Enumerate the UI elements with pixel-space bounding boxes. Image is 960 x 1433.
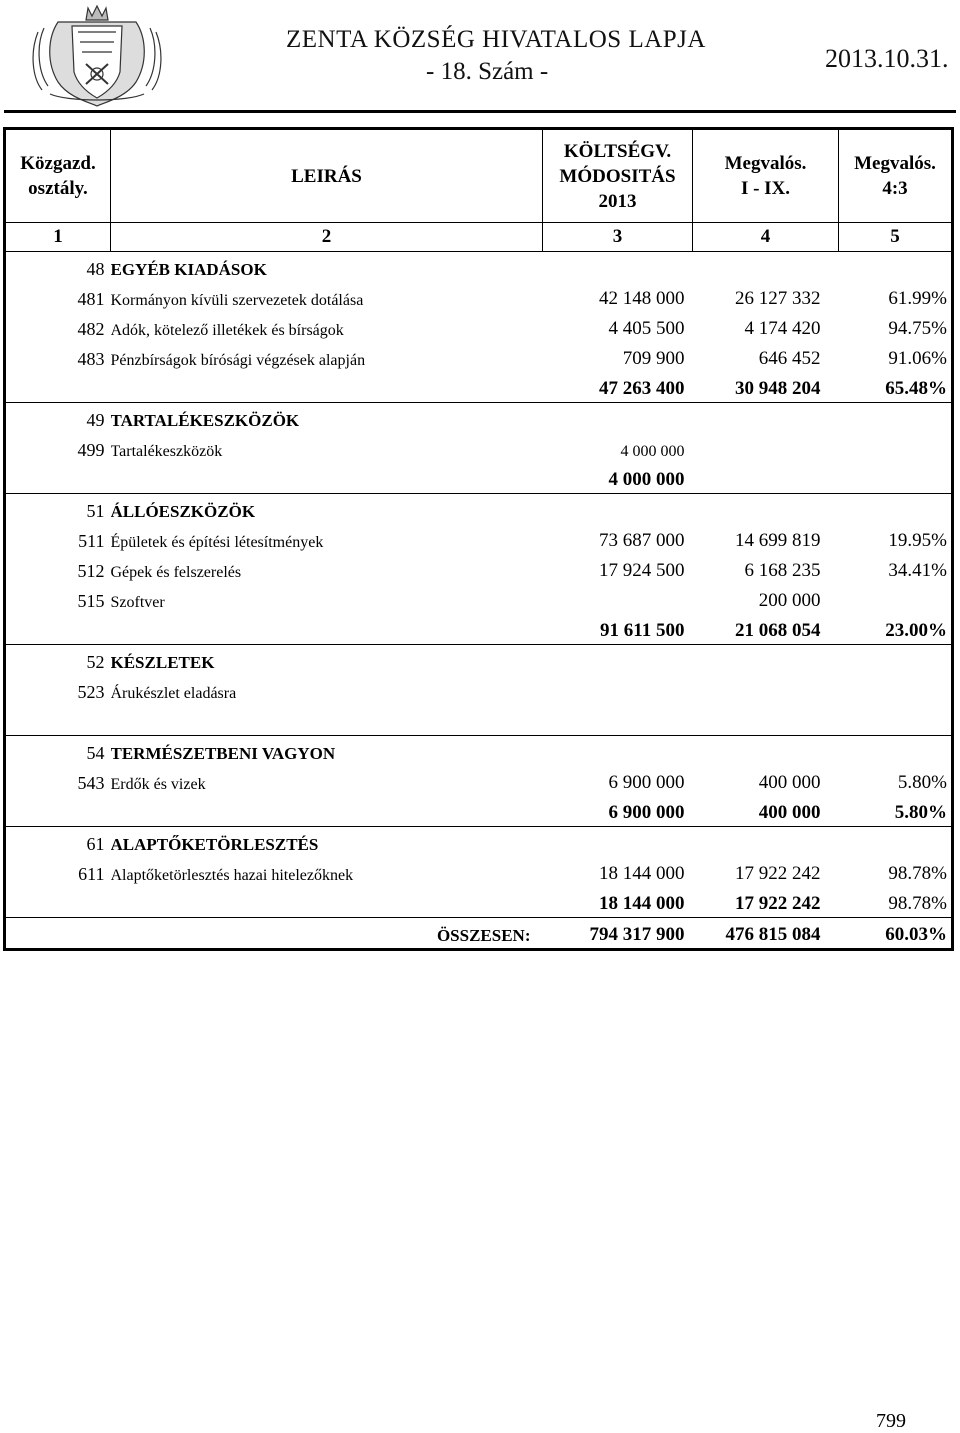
table-row [5, 554, 953, 584]
realization-ratio [839, 705, 953, 736]
grand-total-realized: 476 815 084 [725, 924, 821, 945]
account-code: 483 [77, 349, 105, 369]
subtotal-row [5, 614, 953, 645]
account-code: 482 [77, 319, 105, 339]
column-header-budget: KÖLTSÉGV. MÓDOSITÁS 2013 [543, 129, 693, 223]
realized-amount [693, 494, 839, 525]
account-code: 543 [77, 773, 105, 793]
realization-ratio: 98.78% [839, 887, 953, 918]
realization-ratio [839, 584, 953, 614]
account-code [5, 796, 111, 827]
realized-amount: 14 699 819 [735, 530, 821, 551]
section-row [5, 403, 953, 434]
realized-amount [693, 736, 839, 767]
realization-ratio: 65.48% [839, 372, 953, 403]
realized-amount [693, 645, 839, 676]
table-row [5, 584, 953, 614]
budget-amount: 4 000 000 [620, 443, 685, 460]
section-title: ALAPTŐKETÖRLESZTÉS [110, 835, 319, 854]
section-row [5, 736, 953, 767]
budget-amount: 6 900 000 [608, 772, 685, 793]
item-description [111, 614, 543, 645]
section-title: ÁLLÓESZKÖZÖK [110, 502, 256, 521]
realized-amount: 400 000 [758, 772, 821, 793]
realized-amount: 26 127 332 [735, 288, 821, 309]
account-code: 48 [86, 259, 105, 279]
account-code: 499 [77, 440, 105, 460]
section-row [5, 827, 953, 858]
realized-amount: 21 068 054 [693, 614, 839, 645]
realized-amount [693, 827, 839, 858]
realization-ratio: 23.00% [839, 614, 953, 645]
realization-ratio: 34.41% [888, 560, 947, 581]
item-description [111, 372, 543, 403]
realized-amount [693, 252, 839, 283]
realization-ratio [839, 827, 953, 858]
column-number: 3 [543, 223, 693, 252]
budget-amount [543, 403, 693, 434]
account-code: 515 [77, 591, 105, 611]
realization-ratio [839, 433, 953, 463]
realized-amount [693, 403, 839, 434]
realized-amount [693, 463, 839, 494]
realization-ratio [839, 403, 953, 434]
realized-amount: 646 452 [758, 348, 821, 369]
realization-ratio: 61.99% [888, 288, 947, 309]
item-description: Kormányon kívüli szervezetek dotálása [110, 292, 364, 309]
item-description [111, 463, 543, 494]
subtotal-row [5, 463, 953, 494]
column-header-ratio: Megvalós. 4:3 [854, 153, 936, 199]
account-code: 523 [77, 682, 105, 702]
budget-amount: 4 405 500 [608, 318, 685, 339]
account-code [5, 705, 111, 736]
table-row [5, 342, 953, 372]
realized-amount [693, 705, 839, 736]
item-description: Gépek és felszerelés [110, 564, 242, 581]
section-row [5, 252, 953, 283]
section-title: TERMÉSZETBENI VAGYON [110, 744, 336, 763]
item-description: Pénzbírságok bírósági végzések alapján [110, 352, 366, 369]
account-code: 51 [86, 501, 105, 521]
realization-ratio [839, 736, 953, 767]
budget-amount [543, 584, 693, 614]
table-row [5, 675, 953, 705]
budget-table [3, 127, 954, 951]
item-description [111, 887, 543, 918]
account-code: 61 [86, 834, 105, 854]
item-description: Erdők és vizek [110, 776, 206, 793]
realized-amount: 200 000 [758, 590, 821, 611]
realized-amount: 4 174 420 [744, 318, 821, 339]
budget-amount: 73 687 000 [599, 530, 685, 551]
grand-total-ratio: 60.03% [885, 924, 947, 945]
page-number: 799 [876, 1410, 906, 1432]
table-row [5, 433, 953, 463]
table-row [5, 766, 953, 796]
realization-ratio [839, 675, 953, 705]
account-code [5, 463, 111, 494]
subtotal-row [5, 705, 953, 736]
budget-amount: 18 144 000 [543, 887, 693, 918]
issue-number: - 18. Szám - [426, 58, 549, 85]
budget-amount [543, 645, 693, 676]
table-row [5, 524, 953, 554]
publication-date: 2013.10.31. [825, 44, 949, 73]
realized-amount [693, 675, 839, 705]
column-number: 1 [5, 223, 111, 252]
realized-amount: 30 948 204 [693, 372, 839, 403]
grand-total-row [5, 918, 953, 950]
item-description: Szoftver [110, 594, 165, 611]
account-code [5, 887, 111, 918]
budget-amount: 6 900 000 [543, 796, 693, 827]
column-number-row [5, 223, 953, 252]
account-code [5, 372, 111, 403]
section-row [5, 494, 953, 525]
item-description: Tartalékeszközök [110, 443, 223, 460]
column-number: 2 [111, 223, 543, 252]
budget-amount: 42 148 000 [599, 288, 685, 309]
realization-ratio: 94.75% [888, 318, 947, 339]
section-title: KÉSZLETEK [110, 653, 215, 672]
item-description [111, 705, 543, 736]
empty-cell [5, 918, 111, 950]
realized-amount: 6 168 235 [744, 560, 821, 581]
table-row [5, 312, 953, 342]
realization-ratio [839, 463, 953, 494]
account-code: 49 [86, 410, 105, 430]
realized-amount: 17 922 242 [735, 863, 821, 884]
table-row [5, 282, 953, 312]
header-divider [4, 110, 956, 113]
budget-amount [543, 736, 693, 767]
grand-total-budget: 794 317 900 [589, 924, 685, 945]
budget-amount [543, 705, 693, 736]
subtotal-row [5, 372, 953, 403]
page-header [0, 0, 960, 110]
realized-amount [693, 433, 839, 463]
coat-of-arms-icon [28, 2, 166, 108]
column-header-realized: Megvalós. I - IX. [693, 129, 839, 223]
column-number: 5 [839, 223, 953, 252]
column-header-description: LEIRÁS [111, 129, 543, 223]
realization-ratio [839, 494, 953, 525]
account-code [5, 614, 111, 645]
budget-amount: 18 144 000 [599, 863, 685, 884]
subtotal-row [5, 887, 953, 918]
realization-ratio [839, 645, 953, 676]
realized-amount: 17 922 242 [693, 887, 839, 918]
item-description: Épületek és építési létesítmények [110, 534, 324, 551]
realization-ratio: 5.80% [897, 772, 947, 793]
budget-amount [543, 827, 693, 858]
grand-total-label: ÖSSZESEN: [436, 926, 531, 945]
realization-ratio: 5.80% [839, 796, 953, 827]
column-header-code: Közgazd. osztály. [5, 129, 111, 223]
realization-ratio: 19.95% [888, 530, 947, 551]
section-row [5, 645, 953, 676]
account-code: 512 [77, 561, 105, 581]
subtotal-row [5, 796, 953, 827]
item-description: Adók, kötelező illetékek és bírságok [110, 322, 344, 339]
budget-amount [543, 494, 693, 525]
budget-amount: 91 611 500 [543, 614, 693, 645]
table-header-row [5, 129, 953, 223]
account-code: 511 [78, 531, 105, 551]
realized-amount: 400 000 [693, 796, 839, 827]
account-code: 52 [86, 652, 105, 672]
publication-title: ZENTA KÖZSÉG HIVATALOS LAPJA [286, 26, 706, 53]
item-description: Alaptőketörlesztés hazai hitelezőknek [110, 867, 354, 884]
budget-amount: 17 924 500 [599, 560, 685, 581]
realization-ratio [839, 252, 953, 283]
budget-amount [543, 252, 693, 283]
budget-amount: 47 263 400 [543, 372, 693, 403]
realization-ratio: 91.06% [888, 348, 947, 369]
account-code: 54 [86, 743, 105, 763]
section-title: TARTALÉKESZKÖZÖK [110, 411, 300, 430]
item-description: Árukészlet eladásra [110, 685, 237, 702]
realization-ratio: 98.78% [888, 863, 947, 884]
budget-amount: 4 000 000 [543, 463, 693, 494]
budget-amount [543, 675, 693, 705]
column-number: 4 [693, 223, 839, 252]
table-row [5, 857, 953, 887]
budget-amount: 709 900 [622, 348, 685, 369]
section-title: EGYÉB KIADÁSOK [110, 260, 267, 279]
account-code: 611 [78, 864, 105, 884]
item-description [111, 796, 543, 827]
account-code: 481 [77, 289, 105, 309]
